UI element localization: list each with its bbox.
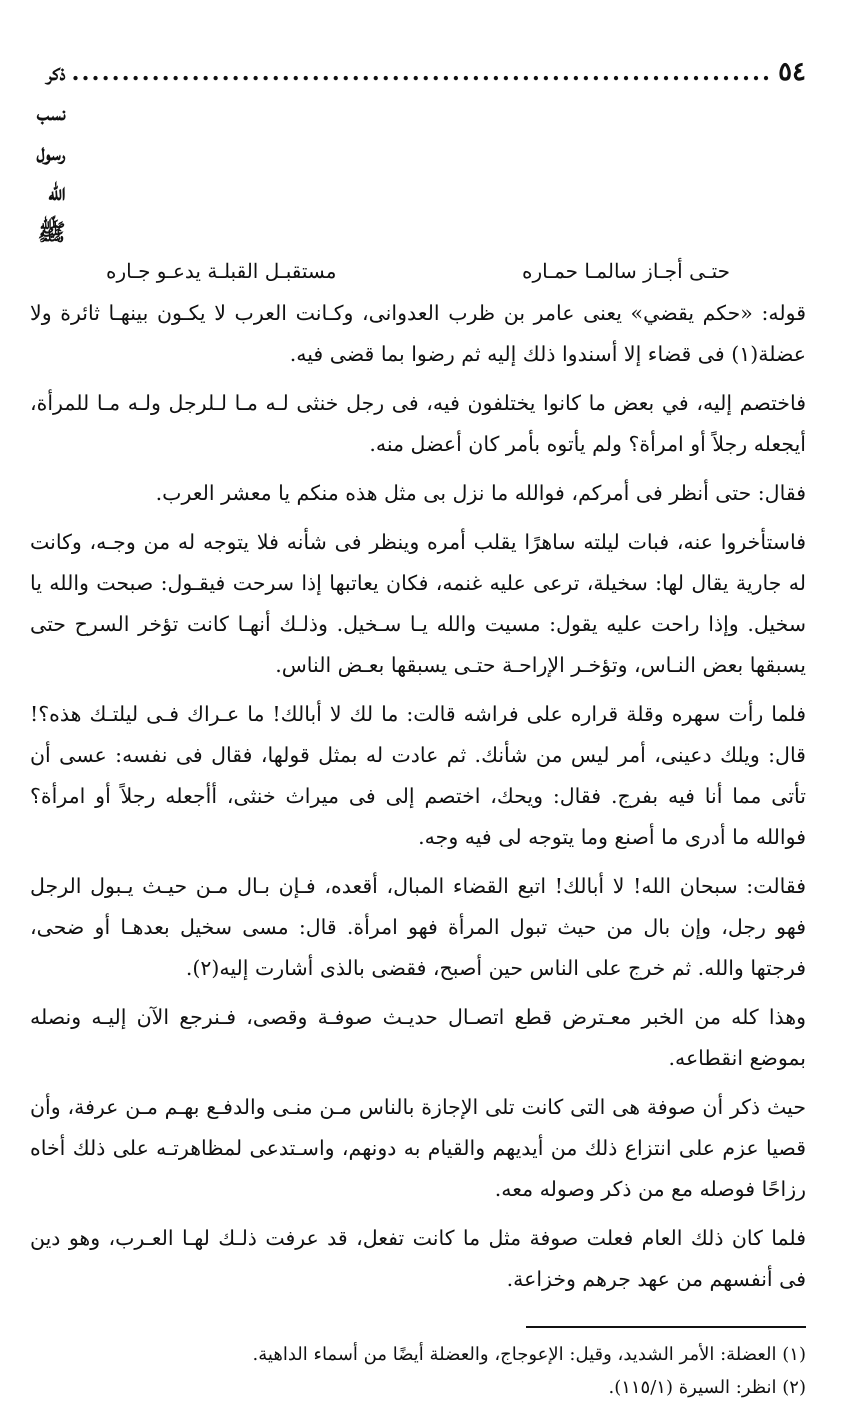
page-header: [30, 52, 806, 253]
poem-verse: [30, 253, 806, 289]
footnote: (٢) انظر: السيرة (١١٥/١).: [608, 1377, 806, 1398]
header-dot-leader: ......................................................................: [71, 59, 773, 86]
footnote: (١) العضلة: الأمر الشديد، وقيل: الإعوجاج، والعضلة أيضًا من أسماء الداهية.: [252, 1344, 806, 1365]
paragraph: فاستأخروا عنه، فبات ليلته ساهرًا يقلب أمره وينظر فى شأنه فلا يتوجه له من وجـه، وكانت له جارية يقال لها: سخيلة، ترعى عليه غنمه، فكان يعاتبها إذا سرحت فيقـول: صبحت والله يا سخيل. وإذا راحت عليه يقول: مسيت والله يـا سـخيل. وذلـك أنهـا كانت تؤخر السرح حتى يسبقها بعض النـاس، وتؤخـر الإراحـة حتـى يسبقها بعـض الناس.: [30, 530, 806, 677]
footnote-divider: [526, 1326, 806, 1328]
paragraph: وهذا كله من الخبر معـترض قطع اتصـال حديـث صوفـة وقصى، فـنرجع الآن إليـه ونصله بموضع انقطاعه.: [30, 1005, 806, 1070]
verse-second-hemistich: مستقبـل القبلـة يدعـو جـاره: [106, 259, 337, 283]
paragraph: فقالت: سبحان الله! لا أبالك! اتبع القضاء المبال، أقعده، فـإن بـال مـن حيـث يـبول الرجل فهو رجل، وإن بال من حيث تبول المرأة فهو امرأة. قال: مسى سخيل بعدهـا أو ضحى، فرجتها والله. ثم خرج على الناس حين أصبح، فقضى بالذى أشارت إليه(٢).: [30, 874, 806, 980]
paragraph: فلما كان ذلك العام فعلت صوفة مثل ما كانت تفعل، قد عرفت ذلـك لهـا العـرب، وهو دين فى أنفسهم من عهد جرهم وخزاعة.: [30, 1226, 806, 1291]
footnotes: [30, 1338, 806, 1404]
verse-first-hemistich: حتـى أجـاز سالمـا حمـاره: [521, 259, 730, 283]
paragraph: حيث ذكر أن صوفة هى التى كانت تلى الإجازة بالناس مـن منـى والدفـع بهـم مـن عرفة، وأن قصيا عزم على انتزاع ذلك من أيديهم والقيام به دونهم، واسـتدعى لمظاهرتـه على ذلك أخاه رزاحًا فوصله مع من ذكر وصوله معه.: [30, 1095, 806, 1201]
body-text: [30, 293, 806, 1300]
paragraph: فلما رأت سهره وقلة قراره على فراشه قالت: ما لك لا أبالك! ما عـراك فـى ليلتـك هذه؟! قال: ويلك دعينى، أمر ليس من شأنك. ثم عادت له بمثل قولها، فقال فى نفسه: عسى أن تأتى مما أنا فيه بفرج. فقال: ويحك، اختصم إلى فى ميراث خنثى، أأجعله رجلاً أو امرأة؟ فوالله ما أدرى ما أصنع وما يتوجه لى فيه وجه.: [30, 702, 806, 849]
paragraph: فاختصم إليه، في بعض ما كانوا يختلفون فيه، فى رجل خنثى لـه مـا لـلرجل ولـه مـا للمرأة، أيجعله رجلاً أو امرأة؟ ولم يأتوه بأمر كان أعضل منه.: [30, 391, 806, 456]
paragraph: قوله: «حكم يقضي» يعنى عامر بن ظرب العدوانى، وكـانت العرب لا يكـون بينهـا ثائرة ولا عضلة(١) فى قضاء إلا أسندوا ذلك إليه ثم رضوا بما قضى فيه.: [30, 301, 806, 366]
page-number: ٥٤: [778, 57, 806, 87]
paragraph: فقال: حتى أنظر فى أمركم، فوالله ما نزل بى مثل هذه منكم يا معشر العرب.: [155, 481, 806, 505]
running-title: ذكر نسب رسول الله ﷺ: [36, 59, 66, 246]
